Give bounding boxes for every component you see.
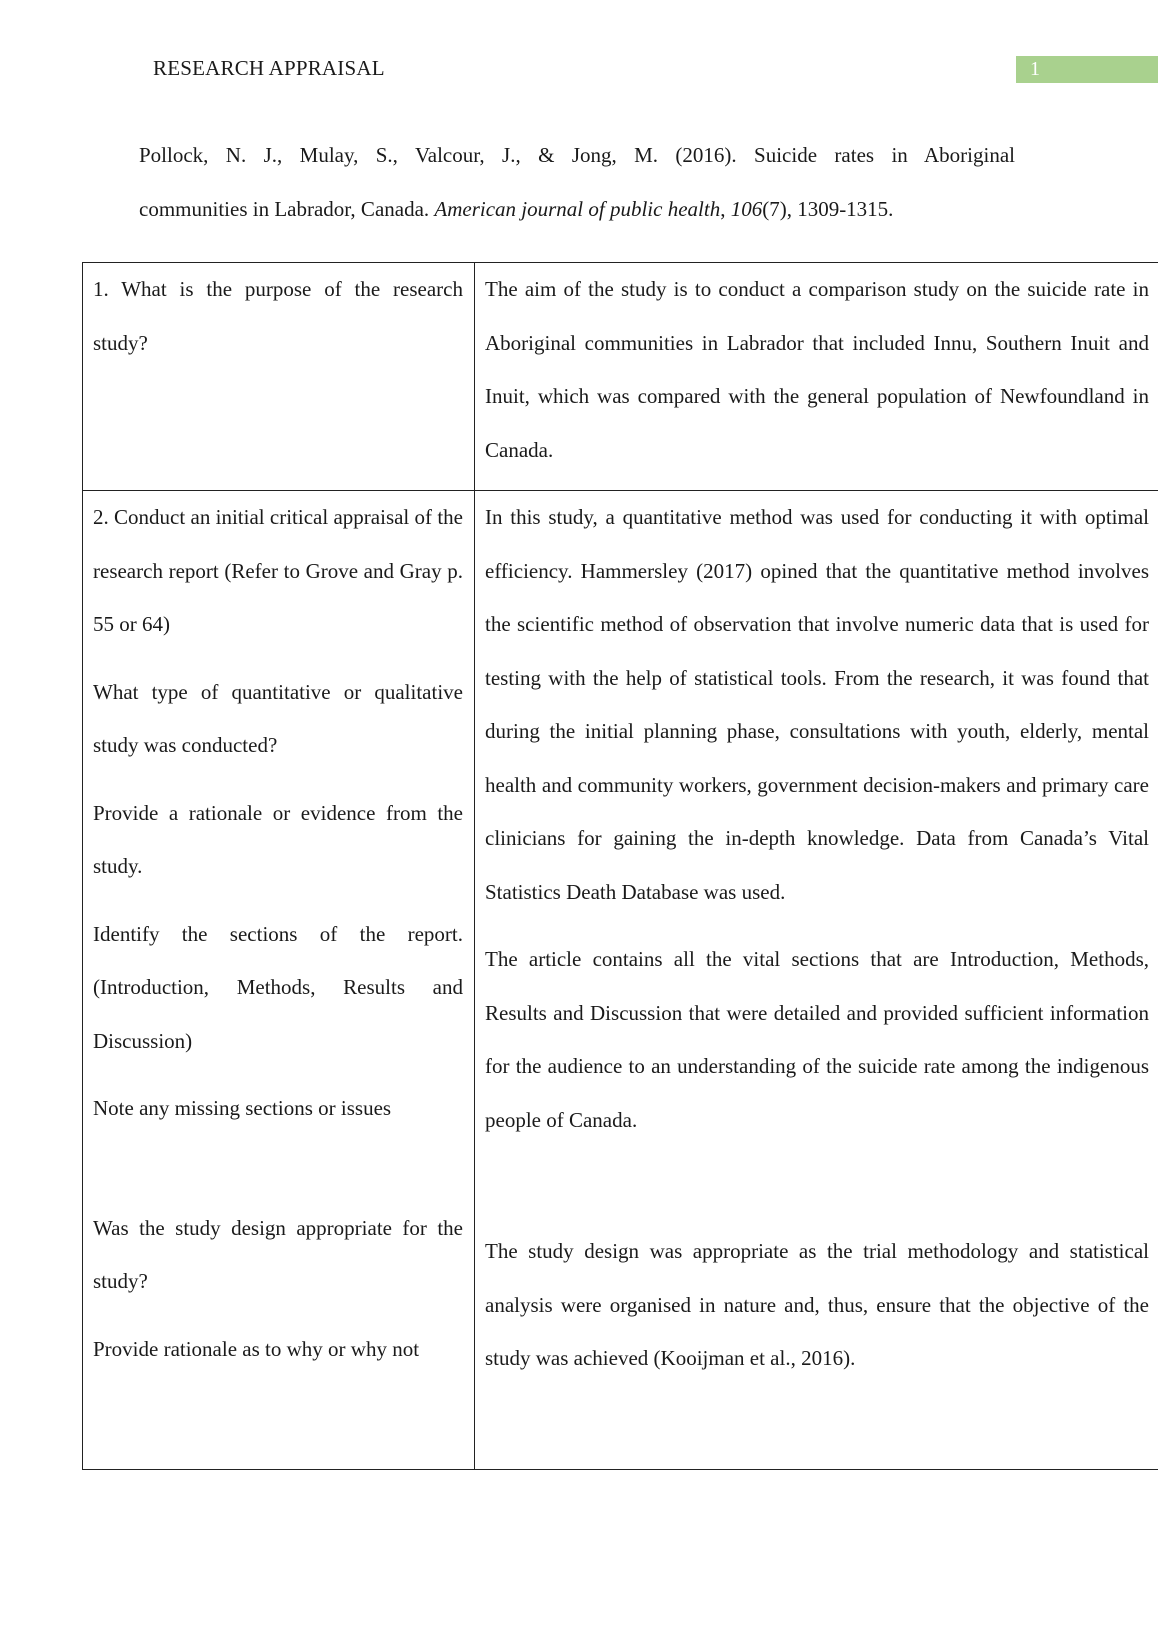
citation-sep: , <box>720 197 731 221</box>
question-purpose: 1. What is the purpose of the research study? <box>93 277 463 355</box>
answer-design: The study design was appropriate as the trial methodology and statistical analysis were organised in nature and, thus, ensure that the objective of the study was achieved (Kooijman et al., 2016). <box>485 1239 1149 1370</box>
question-rationale: Provide a rationale or evidence from the study. <box>93 800 463 878</box>
question-missing: Note any missing sections or issues <box>93 1096 392 1120</box>
answer-cell <box>475 491 1158 1470</box>
table-row <box>83 263 1158 491</box>
question-cell <box>83 491 475 1470</box>
question-sections: Identify the sections of the report. (Introduction, Methods, Results and Discussion) <box>93 921 463 1053</box>
citation-issue-pages: (7), 1309-1315. <box>762 197 894 221</box>
answer-method: In this study, a quantitative method was used for conducting it with optimal efficiency. Hammersley (2017) opined that the quantitative method involves the scientific method of observation that involve numeric data that is used for testing with the help of statistical tools. From the research, it was found that during the initial planning phase, consultations with youth, elderly, mental health and community workers, government decision-makers and primary care clinicians for gaining the in-depth knowledge. Data from Canada’s Vital Statistics Death Database was used. <box>485 505 1149 904</box>
question-design-rationale: Provide rationale as to why or why not <box>93 1336 420 1361</box>
answer-cell <box>475 263 1158 491</box>
page-number: 1 <box>1016 56 1158 83</box>
citation-journal: American journal of public health <box>434 197 721 221</box>
running-head: RESEARCH APPRAISAL <box>153 56 385 80</box>
question-study-type: What type of quantitative or qualitative study was conducted? <box>93 679 463 757</box>
question-appraisal-intro: 2. Conduct an initial critical appraisal of the research report (Refer to Grove and Gray p. 55 or 64) <box>93 505 463 636</box>
answer-purpose: The aim of the study is to conduct a comparison study on the suicide rate in Aboriginal communities in Labrador that included Innu, Southern Inuit and Inuit, which was compared with the general population of Newfoundland in Canada. <box>485 277 1149 462</box>
question-design: Was the study design appropriate for the study? <box>93 1215 463 1293</box>
appraisal-table <box>82 262 1158 1470</box>
citation-title-end: communities in Labrador, Canada. <box>139 197 435 221</box>
citation-line-1: Pollock, N. J., Mulay, S., Valcour, J., & Jong, M. (2016). Suicide rates in Aboriginal <box>139 143 1015 167</box>
citation-volume: 106 <box>730 197 763 221</box>
citation-line-2 <box>139 182 1015 236</box>
table-row <box>83 491 1158 1470</box>
question-cell <box>83 263 475 491</box>
citation <box>139 128 1015 236</box>
answer-sections: The article contains all the vital sections that are Introduction, Methods, Results and Discussion that were detailed and provided sufficient information for the audience to an understanding of the suicide rate among the indigenous people of Canada. <box>485 947 1149 1132</box>
